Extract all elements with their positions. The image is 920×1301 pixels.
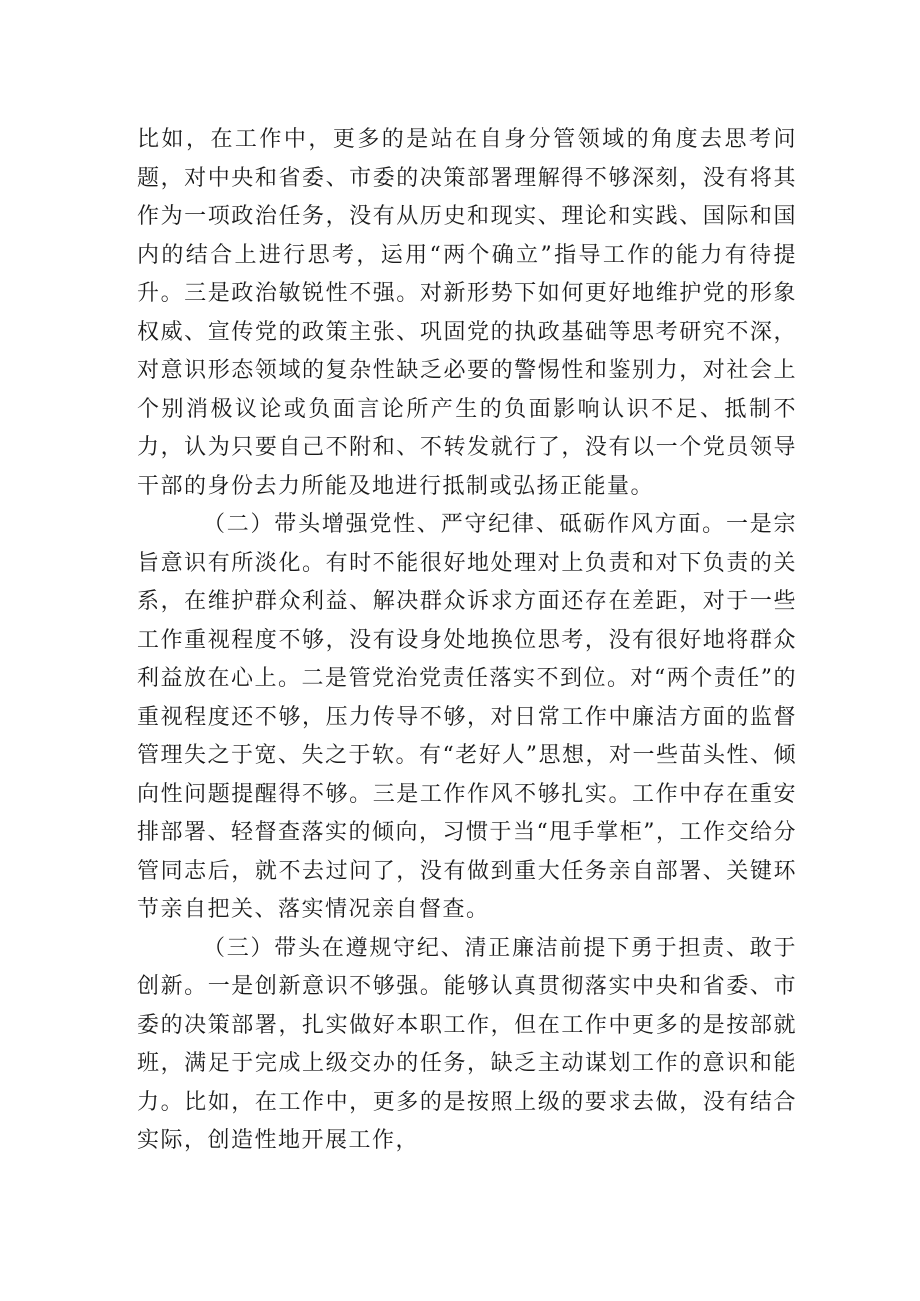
body-text: [137, 121, 797, 1161]
paragraph-1: 比如，在工作中，更多的是站在自身分管领域的角度去思考问题，对中央和省委、市委的决策部署理解得不够深刻，没有将其作为一项政治任务，没有从历史和现实、理论和实践、国际和国内的结合上进行思考，运用“两个确立”指导工作的能力有待提升。三是政治敏锐性不强。对新形势下如何更好地维护党的形象权威、宣传党的政策主张、巩固党的执政基础等思考研究不深，对意识形态领域的复杂性缺乏必要的警惕性和鉴别力，对社会上个别消极议论或负面言论所产生的负面影响认识不足、抵制不力，认为只要自己不附和、不转发就行了，没有以一个党员领导干部的身份去力所能及地进行抵制或弘扬正能量。: [137, 127, 797, 499]
paragraph-2: （二）带头增强党性、严守纪律、砥砺作风方面。一是宗旨意识有所淡化。有时不能很好地处理对上负责和对下负责的关系，在维护群众利益、解决群众诉求方面还存在差距，对于一些工作重视程度不够，没有设身处地换位思考，没有很好地将群众利益放在心上。二是管党治党责任落实不到位。对“两个责任”的重视程度还不够，压力传导不够，对日常工作中廉洁方面的监督管理失之于宽、失之于软。有“老好人”思想，对一些苗头性、倾向性问题提醒得不够。三是工作作风不够扎实。工作中存在重安排部署、轻督查落实的倾向，习惯于当“甩手掌柜”，工作交给分管同志后，就不去过问了，没有做到重大任务亲自部署、关键环节亲自把关、落实情况亲自督查。: [137, 512, 797, 922]
paragraph-3: （三）带头在遵规守纪、清正廉洁前提下勇于担责、敢于创新。一是创新意识不够强。能够认真贯彻落实中央和省委、市委的决策部署，扎实做好本职工作，但在工作中更多的是按部就班，满足于完成上级交办的任务，缺乏主动谋划工作的意识和能力。比如，在工作中，更多的是按照上级的要求去做，没有结合实际，创造性地开展工作，: [137, 935, 797, 1153]
